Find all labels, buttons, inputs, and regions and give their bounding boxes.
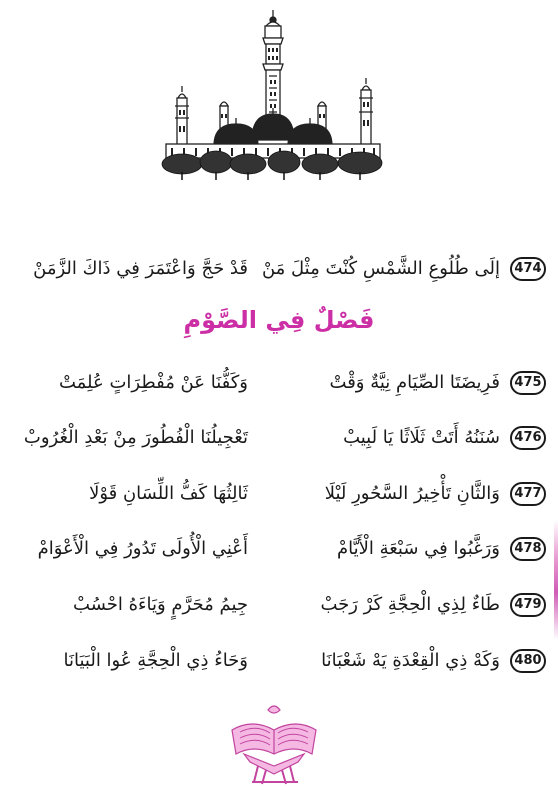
verse-first-hemistich: طَاءٌ لِذِي الْحِجَّةِ كَرْ رَجَبْ: [320, 594, 500, 615]
verse-row-474: [0, 250, 558, 294]
verse-number: 474: [510, 257, 546, 281]
verse-row-476: [0, 419, 558, 463]
verse-number: 478: [510, 537, 546, 561]
section-heading: فَصْلٌ فِي الصَّوْمِ: [183, 306, 375, 334]
verse-second-hemistich: ثَالِثُهَا كَفُّ اللِّسَانِ قَوْلَا: [89, 483, 248, 504]
verse-second-hemistich: تَعْجِيلُنَا الْفُطُورَ مِنْ بَعْدِ الْغُرُوبْ: [23, 427, 248, 448]
verse-second-hemistich: وَحَاءُ ذِي الْحِجَّةِ عُوا الْبَيَانَا: [63, 650, 248, 671]
mosque-icon: [160, 6, 386, 182]
verse-number: 479: [510, 593, 546, 617]
open-quran-icon: [224, 700, 324, 786]
verse-row-480: [0, 642, 558, 686]
verse-first-hemistich: فَرِيضَتَا الصِّيَامِ نِيَّةٌ وَقْتْ: [329, 372, 500, 393]
verse-first-hemistich: إلَى طُلُوعِ الشَّمْسِ كُنْتَ مِثْلَ مَنْ: [261, 258, 500, 279]
verse-number: 476: [510, 426, 546, 450]
verse-second-hemistich: وَكَفُّنَا عَنْ مُفْطِرَاتٍ عُلِمَتْ: [58, 372, 248, 393]
verse-first-hemistich: سُنَنُهُ أَتَتْ ثَلَاثًا يَا لَبِيبْ: [343, 427, 500, 448]
verse-second-hemistich: قَدْ حَجَّ وَاعْتَمَرَ فِي ذَاكَ الزَّمَنْ: [33, 258, 248, 279]
verse-row-475: [0, 364, 558, 408]
verse-first-hemistich: وَكَهْ ذِي الْقِعْدَةِ يَهْ شَعْبَانَا: [321, 650, 500, 671]
verse-row-478: [0, 530, 558, 574]
verse-number: 480: [510, 649, 546, 673]
verse-first-hemistich: وَالثَّانِ تَأْخِيرُ السَّحُورِ لَيْلَا: [324, 483, 500, 504]
verse-second-hemistich: جِيمُ مُحَرَّمٍ وَيَاءَهُ احْسُبْ: [73, 594, 248, 615]
verse-first-hemistich: وَرَغَّبُوا فِي سَبْعَةِ الْأَيَّامْ: [336, 538, 500, 559]
verse-second-hemistich: أَعْنِي الْأُولَى تَدُورُ فِي الْأَعْوَامْ: [37, 538, 248, 559]
verse-number: 477: [510, 482, 546, 506]
verse-row-479: [0, 586, 558, 630]
verse-number: 475: [510, 371, 546, 395]
verse-row-477: [0, 475, 558, 519]
